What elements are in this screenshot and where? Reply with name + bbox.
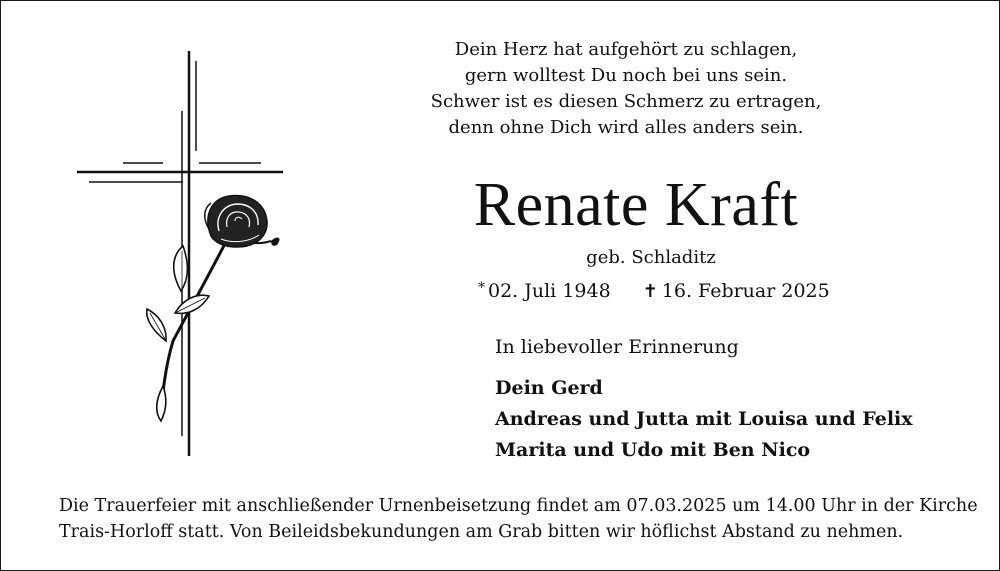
maiden-name: geb. Schladitz	[586, 247, 716, 268]
poem-line: gern wolltest Du noch bei uns sein.	[464, 65, 788, 86]
poem-line: denn ohne Dich wird alles anders sein.	[448, 117, 804, 138]
mourners-list	[495, 373, 913, 466]
mourner-entry: Dein Gerd	[495, 377, 603, 399]
mourner-entry: Andreas und Jutta mit Louisa und Felix	[495, 408, 913, 430]
deceased-name: Renate Kraft	[473, 171, 799, 239]
death-date: 16. Februar 2025	[661, 280, 830, 302]
birth-date: 02. Juli 1948	[488, 280, 611, 302]
poem	[421, 37, 831, 141]
memory-line: In liebevoller Erinnerung	[495, 336, 739, 358]
life-dates	[478, 280, 830, 302]
poem-line: Schwer ist es diesen Schmerz zu ertragen,	[430, 91, 822, 112]
cross-with-rose-icon	[71, 41, 291, 466]
death-cross-icon: ✝	[642, 281, 658, 302]
poem-line: Dein Herz hat aufgehört zu schlagen,	[454, 39, 798, 60]
ceremony-notice	[59, 493, 978, 545]
birth-star-icon: *	[478, 280, 485, 296]
ceremony-line: Trais-Horloff statt. Von Beileidsbekundungen am Grab bitten wir höflichst Abstand zu nehmen.	[59, 522, 904, 542]
ceremony-line: Die Trauerfeier mit anschließender Urnenbeisetzung findet am 07.03.2025 um 14.00 Uhr in der Kirche	[59, 496, 978, 516]
mourner-entry: Marita und Udo mit Ben Nico	[495, 439, 811, 461]
